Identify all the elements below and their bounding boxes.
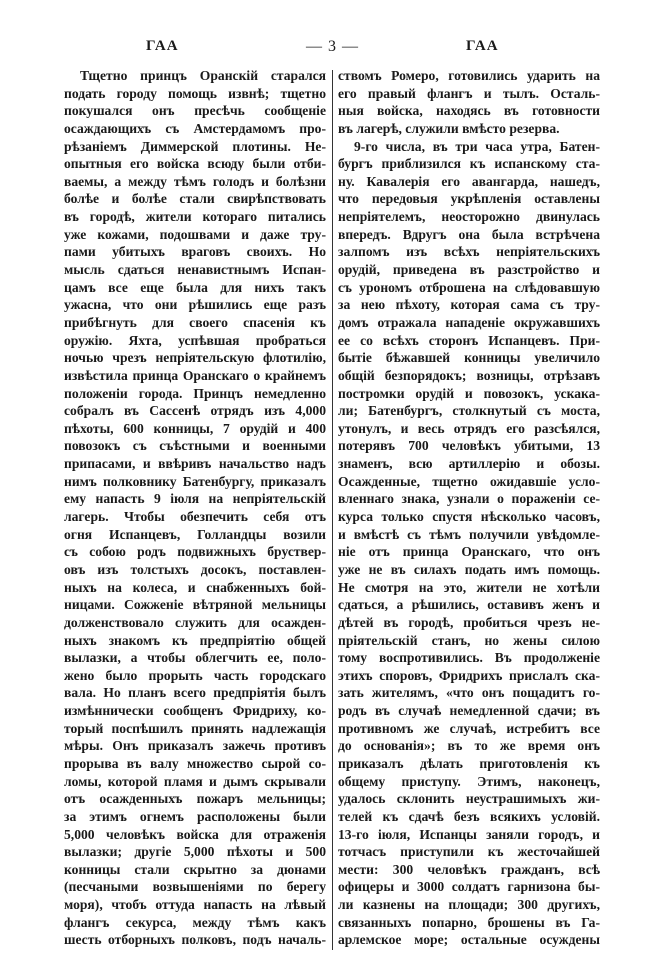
text-line: ныхъ знакомъ къ предпріятію общей xyxy=(64,632,326,648)
text-line: вала. Но планъ всего предпріятія былъ xyxy=(64,685,326,701)
text-line: зать жителямъ, «что онъ пощадитъ го- xyxy=(338,685,600,701)
text-line: положеніи города. Принцъ немедленно xyxy=(64,385,326,401)
text-line: ныхъ на колеса, и снабженныхъ бой- xyxy=(64,579,326,595)
text-line: отъ осажденныхъ пожаръ мельницы; xyxy=(64,791,326,807)
text-line: долженствовало служить для осажден- xyxy=(64,614,326,630)
text-line: осаждающихъ съ Амстердамомъ про- xyxy=(64,120,326,136)
text-line: съ собою родъ подвижныхъ бруствер- xyxy=(64,544,326,560)
text-line: въ лагерѣ, служили вмѣсто резерва. xyxy=(338,120,560,136)
text-line: уже не въ силахъ подать имъ помощь. xyxy=(338,561,600,577)
text-line: за нею пѣхоту, которая сама съ тру- xyxy=(338,297,600,313)
text-line: арлемское море; остальные осуждены xyxy=(338,932,600,948)
page-number: — 3 — xyxy=(306,38,359,55)
text-line: шесть отборныхъ полковъ, подъ началь- xyxy=(64,932,326,948)
text-line: подать городу помощь извнѣ; тщетно xyxy=(64,85,326,101)
text-line: прибѣгнуть для своего спасенія къ xyxy=(64,314,326,330)
text-line: пами убитыхъ враговъ своихъ. Но xyxy=(64,244,326,260)
text-line: вленнаго знака, узнали о пораженіи се- xyxy=(338,491,600,507)
text-line: ну. Кавалерія его авангарда, нашедъ, xyxy=(338,173,600,189)
text-line: Не смотря на это, жители не хотѣли xyxy=(338,579,600,595)
text-line: прорыва въ валу множество сырой со- xyxy=(64,755,326,771)
text-line: постромки орудій и повозокъ, ускака- xyxy=(338,385,600,401)
text-line: ли; Батенбургъ, столкнутый съ моста, xyxy=(338,403,600,419)
text-line: бытіе бѣжавшей конницы увеличило xyxy=(338,350,600,366)
right-column xyxy=(338,67,600,949)
text-line: курса только спустя нѣсколько часовъ, xyxy=(338,509,600,525)
text-line: непріятелемъ, неосторожно двинулась xyxy=(338,209,600,225)
text-line: повозокъ съ съѣстными и военными xyxy=(64,438,326,454)
text-line: и вмѣстѣ съ тѣмъ получили увѣдомле- xyxy=(338,526,600,542)
text-line: припасами, и ввѣривъ начальство надъ xyxy=(64,456,326,472)
text-line: телей къ сдачѣ безъ всякихъ условій. xyxy=(338,808,600,824)
text-line: ее со всѣхъ сторонъ Испанцевъ. При- xyxy=(338,332,600,348)
text-line: болѣе и болѣе стали свирѣпствовать xyxy=(64,191,326,207)
text-line: ужасна, что они рѣшились еще разъ xyxy=(64,297,326,313)
text-line: цамъ все еще была для нихъ такъ xyxy=(64,279,326,295)
text-line: связанныхъ попарно, брошены въ Га- xyxy=(338,914,600,930)
text-line: общій безпорядокъ; возницы, отрѣзавъ xyxy=(338,367,600,383)
text-line: ныя войска, находясь въ готовности xyxy=(338,103,600,119)
text-line: ночью чрезъ непріятельскую флотилію, xyxy=(64,350,326,366)
text-line: знаменъ, всю артиллерію и обозы. xyxy=(338,456,600,472)
text-line: нимъ полковнику Батенбургу, приказалъ xyxy=(64,473,326,489)
text-line: рѣзаніемъ Диммерской плотины. Не- xyxy=(64,138,326,154)
text-line: оружію. Яхта, успѣвшая пробраться xyxy=(64,332,326,348)
text-line: приказалъ дѣлать приготовленія къ xyxy=(338,755,600,771)
text-line: ли казнены на площади; 300 другихъ, xyxy=(338,897,600,913)
text-line: ломы, которой пламя и дымъ скрывали xyxy=(64,773,326,789)
text-line: въ городѣ, жители котораго питались xyxy=(64,209,326,225)
text-line: флангъ секурса, между тѣмъ какъ xyxy=(64,914,326,930)
running-head-right: ГАА xyxy=(466,38,499,54)
text-line: пріятельскій станъ, но жены силою xyxy=(338,632,600,648)
text-line: тому воспротивились. Въ продолженіе xyxy=(338,650,600,666)
text-line: покушался онъ пресѣчь сообщеніе xyxy=(64,103,326,119)
text-line: опытныя его войска всюду были отби- xyxy=(64,156,326,172)
text-line: впередъ. Вдругъ она была встрѣчена xyxy=(338,226,600,242)
text-line: 13-го іюля, Испанцы заняли городъ, и xyxy=(338,826,600,842)
text-line: моря), чтобъ оттуда напасть на лѣвый xyxy=(64,897,326,913)
text-line: ствомъ Ромеро, готовились ударить на xyxy=(338,68,600,83)
text-line: съ урономъ отброшена на слѣдовавшую xyxy=(338,279,600,295)
text-line: за этимъ огнемъ расположены были xyxy=(64,808,326,824)
text-line: пѣхоты, 600 конницы, 7 орудій и 400 xyxy=(64,420,326,436)
text-line: потерявъ 700 человѣкъ убитыми, 13 xyxy=(338,438,600,454)
text-line: вылазки, а чтобы облегчить ее, поло- xyxy=(64,650,326,666)
text-line: 5,000 человѣкъ войска для отраженія xyxy=(64,826,326,842)
text-line: мысль сдаться ненавистнымъ Испан- xyxy=(64,262,326,278)
text-line: тотчасъ приступили къ жесточайшей xyxy=(338,844,600,860)
column-divider xyxy=(332,70,333,950)
text-line: орудій, приведена въ разстройство и xyxy=(338,262,600,278)
text-line: его правый флангъ и тылъ. Осталь- xyxy=(338,85,600,101)
text-line: что передовыя укрѣпленія оставлены xyxy=(338,191,600,207)
text-line: конницы стали скрытно за дюнами xyxy=(64,861,326,877)
text-line: ваемы, а между тѣмъ голодъ и болѣзни xyxy=(64,173,326,189)
text-line: удалось склонить неустрашимыхъ жи- xyxy=(338,791,600,807)
text-line: до основанія»; въ то же время онъ xyxy=(338,738,600,754)
text-line: этихъ споровъ, Фридрихъ прислалъ ска- xyxy=(338,667,600,683)
text-line: торый поспѣшилъ принять надлежащія xyxy=(64,720,326,736)
text-line: овъ изъ толстыхъ досокъ, поставлен- xyxy=(64,561,326,577)
text-line: ему напасть 9 іюля на непріятельскій xyxy=(64,491,326,507)
text-line: родъ въ случаѣ немедленной сдачи; въ xyxy=(338,703,600,719)
text-line: залпомъ изъ всѣхъ непріятельскихъ xyxy=(338,244,600,260)
text-line: утонулъ, и весь отрядъ его разсѣялся, xyxy=(338,420,600,436)
text-line: уже кожами, подошвами и даже тру- xyxy=(64,226,326,242)
text-line: мѣры. Онъ приказалъ зажечь противъ xyxy=(64,738,326,754)
text-line: жено было прорыть часть городскаго xyxy=(64,667,326,683)
text-line: измѣннически сообщенъ Фридриху, ко- xyxy=(64,703,326,719)
text-line: лагерь. Чтобы обезпечить себя отъ xyxy=(64,509,326,525)
running-head-left: ГАА xyxy=(146,38,179,54)
text-line: собралъ въ Сассенѣ отрядъ изъ 4,000 xyxy=(64,403,326,419)
text-line: (песчаными возвышеніями по берегу xyxy=(64,879,326,895)
text-line: офицеры и 3000 солдатъ гарнизона бы- xyxy=(338,879,600,895)
text-line: бургъ приблизился къ испанскому ста- xyxy=(338,156,600,172)
text-line: мести: 300 человѣкъ гражданъ, всѣ xyxy=(338,861,600,877)
text-line: ніе отъ принца Оранскаго, что онъ xyxy=(338,544,600,560)
text-line: домъ отражала нападеніе окружавшихъ xyxy=(338,314,600,330)
text-line: противномъ же случаѣ, истребитъ все xyxy=(338,720,600,736)
text-line: 9-го числа, въ три часа утра, Батен- xyxy=(354,138,600,154)
text-line: извѣстила принца Оранскаго о крайнемъ xyxy=(64,367,326,383)
text-line: вылазки; другіе 5,000 пѣхоты и 500 xyxy=(64,844,326,860)
text-line: дѣтей въ городѣ, пробиться чрезъ не- xyxy=(338,614,600,630)
text-line: Осажденные, тщетно ожидавшіе усло- xyxy=(338,473,600,489)
text-line: сдаться, а рѣшились, оставивъ женъ и xyxy=(338,597,600,613)
text-line: ницами. Сожженіе вѣтряной мельницы xyxy=(64,597,326,613)
text-line: огня Испанцевъ, Голландцы возили xyxy=(64,526,326,542)
text-line: общему приступу. Этимъ, наконецъ, xyxy=(338,773,600,789)
left-column xyxy=(64,67,326,949)
text-line: Тщетно принцъ Оранскій старался xyxy=(80,68,326,83)
